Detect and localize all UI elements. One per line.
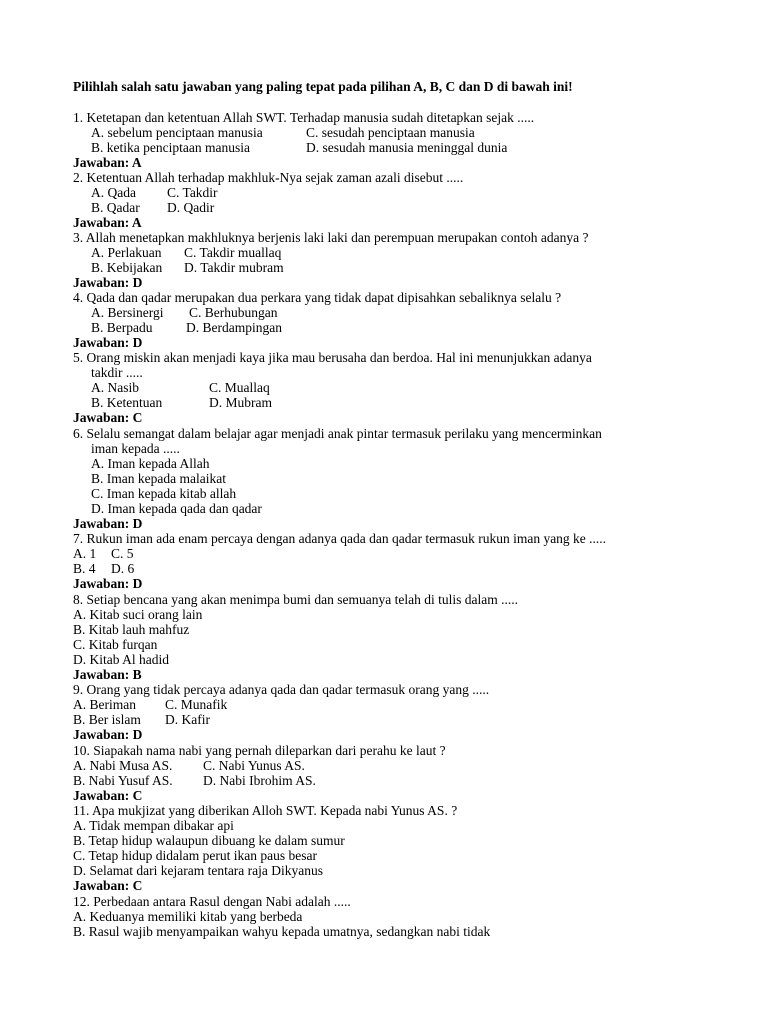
q11-answer: Jawaban: C <box>73 878 143 893</box>
q10-answer: Jawaban: C <box>73 788 143 803</box>
q9-option-c: C. Munafik <box>165 697 228 712</box>
question-3: 3. Allah menetapkan makhluknya berjenis laki laki dan perempuan merupakan contoh adanya ? <box>73 230 589 245</box>
question-10: 10. Siapakah nama nabi yang pernah dileparkan dari perahu ke laut ? <box>73 743 446 758</box>
q8-answer: Jawaban: B <box>73 667 142 682</box>
q8-option-a: A. Kitab suci orang lain <box>73 607 203 622</box>
question-9: 9. Orang yang tidak percaya adanya qada dan qadar termasuk orang yang ..... <box>73 682 490 697</box>
q5-answer: Jawaban: C <box>73 410 143 425</box>
question-5: 5. Orang miskin akan menjadi kaya jika mau berusaha dan berdoa. Hal ini menunjukkan adanya <box>73 350 592 365</box>
q2-option-b: B. Qadar <box>91 200 140 215</box>
q8-option-b: B. Kitab lauh mahfuz <box>73 622 190 637</box>
q11-option-c: C. Tetap hidup didalam perut ikan paus besar <box>73 848 317 863</box>
q3-option-b: B. Kebijakan <box>91 260 163 275</box>
question-4: 4. Qada dan qadar merupakan dua perkara yang tidak dapat dipisahkan sebaliknya selalu ? <box>73 290 562 305</box>
q6-option-d: D. Iman kepada qada dan qadar <box>91 501 262 516</box>
q6-option-c: C. Iman kepada kitab allah <box>91 486 237 501</box>
q7-option-d: D. 6 <box>111 561 135 576</box>
question-2: 2. Ketentuan Allah terhadap makhluk-Nya sejak zaman azali disebut ..... <box>73 170 464 185</box>
q2-option-d: D. Qadir <box>167 200 215 215</box>
q4-option-b: B. Berpadu <box>91 320 153 335</box>
q5-option-b: B. Ketentuan <box>91 395 163 410</box>
q3-option-a: A. Perlakuan <box>91 245 162 260</box>
q4-option-a: A. Bersinergi <box>91 305 164 320</box>
q5-option-a: A. Nasib <box>91 380 139 395</box>
q5-option-c: C. Muallaq <box>209 380 270 395</box>
question-11: 11. Apa mukjizat yang diberikan Alloh SWT. Kepada nabi Yunus AS. ? <box>73 803 458 818</box>
q6-option-a: A. Iman kepada Allah <box>91 456 210 471</box>
q8-option-d: D. Kitab Al hadid <box>73 652 169 667</box>
q9-option-d: D. Kafir <box>165 712 210 727</box>
q6-answer: Jawaban: D <box>73 516 143 531</box>
question-1: 1. Ketetapan dan ketentuan Allah SWT. Terhadap manusia sudah ditetapkan sejak ..... <box>73 110 535 125</box>
q4-answer: Jawaban: D <box>73 335 143 350</box>
question-5-continued: takdir ..... <box>91 365 143 380</box>
question-6-continued: iman kepada ..... <box>91 441 180 456</box>
q2-answer: Jawaban: A <box>73 215 142 230</box>
q1-option-b: B. ketika penciptaan manusia <box>91 140 250 155</box>
q11-option-b: B. Tetap hidup walaupun dibuang ke dalam sumur <box>73 833 345 848</box>
q9-option-a: A. Beriman <box>73 697 136 712</box>
q2-option-c: C. Takdir <box>167 185 218 200</box>
q10-option-d: D. Nabi Ibrohim AS. <box>203 773 316 788</box>
question-6: 6. Selalu semangat dalam belajar agar menjadi anak pintar termasuk perilaku yang mencerminkan <box>73 426 602 441</box>
q7-option-c: C. 5 <box>111 546 134 561</box>
q1-answer: Jawaban: A <box>73 155 142 170</box>
q6-option-b: B. Iman kepada malaikat <box>91 471 226 486</box>
q9-option-b: B. Ber islam <box>73 712 141 727</box>
q12-option-b: B. Rasul wajib menyampaikan wahyu kepada umatnya, sedangkan nabi tidak <box>73 924 491 939</box>
q3-option-c: C. Takdir muallaq <box>184 245 282 260</box>
q2-option-a: A. Qada <box>91 185 136 200</box>
q10-option-c: C. Nabi Yunus AS. <box>203 758 305 773</box>
q3-answer: Jawaban: D <box>73 275 143 290</box>
question-7: 7. Rukun iman ada enam percaya dengan adanya qada dan qadar termasuk rukun iman yang ke ..... <box>73 531 607 546</box>
q7-answer: Jawaban: D <box>73 576 143 591</box>
q11-option-d: D. Selamat dari kejaram tentara raja Dikyanus <box>73 863 324 878</box>
q4-option-c: C. Berhubungan <box>189 305 278 320</box>
q10-option-a: A. Nabi Musa AS. <box>73 758 173 773</box>
instruction-heading: Pilihlah salah satu jawaban yang paling tepat pada pilihan A, B, C dan D di bawah ini! <box>73 79 573 94</box>
q1-option-c: C. sesudah penciptaan manusia <box>306 125 475 140</box>
q9-answer: Jawaban: D <box>73 727 143 742</box>
q1-option-d: D. sesudah manusia meninggal dunia <box>306 140 508 155</box>
q3-option-d: D. Takdir mubram <box>184 260 284 275</box>
q5-option-d: D. Mubram <box>209 395 272 410</box>
q1-option-a: A. sebelum penciptaan manusia <box>91 125 263 140</box>
q4-option-d: D. Berdampingan <box>186 320 282 335</box>
question-8: 8. Setiap bencana yang akan menimpa bumi dan semuanya telah di tulis dalam ..... <box>73 592 518 607</box>
q7-option-a: A. 1 <box>73 546 97 561</box>
q7-option-b: B. 4 <box>73 561 96 576</box>
q12-option-a: A. Keduanya memiliki kitab yang berbeda <box>73 909 303 924</box>
q11-option-a: A. Tidak mempan dibakar api <box>73 818 234 833</box>
q8-option-c: C. Kitab furqan <box>73 637 158 652</box>
question-12: 12. Perbedaan antara Rasul dengan Nabi adalah ..... <box>73 894 351 909</box>
q10-option-b: B. Nabi Yusuf AS. <box>73 773 173 788</box>
